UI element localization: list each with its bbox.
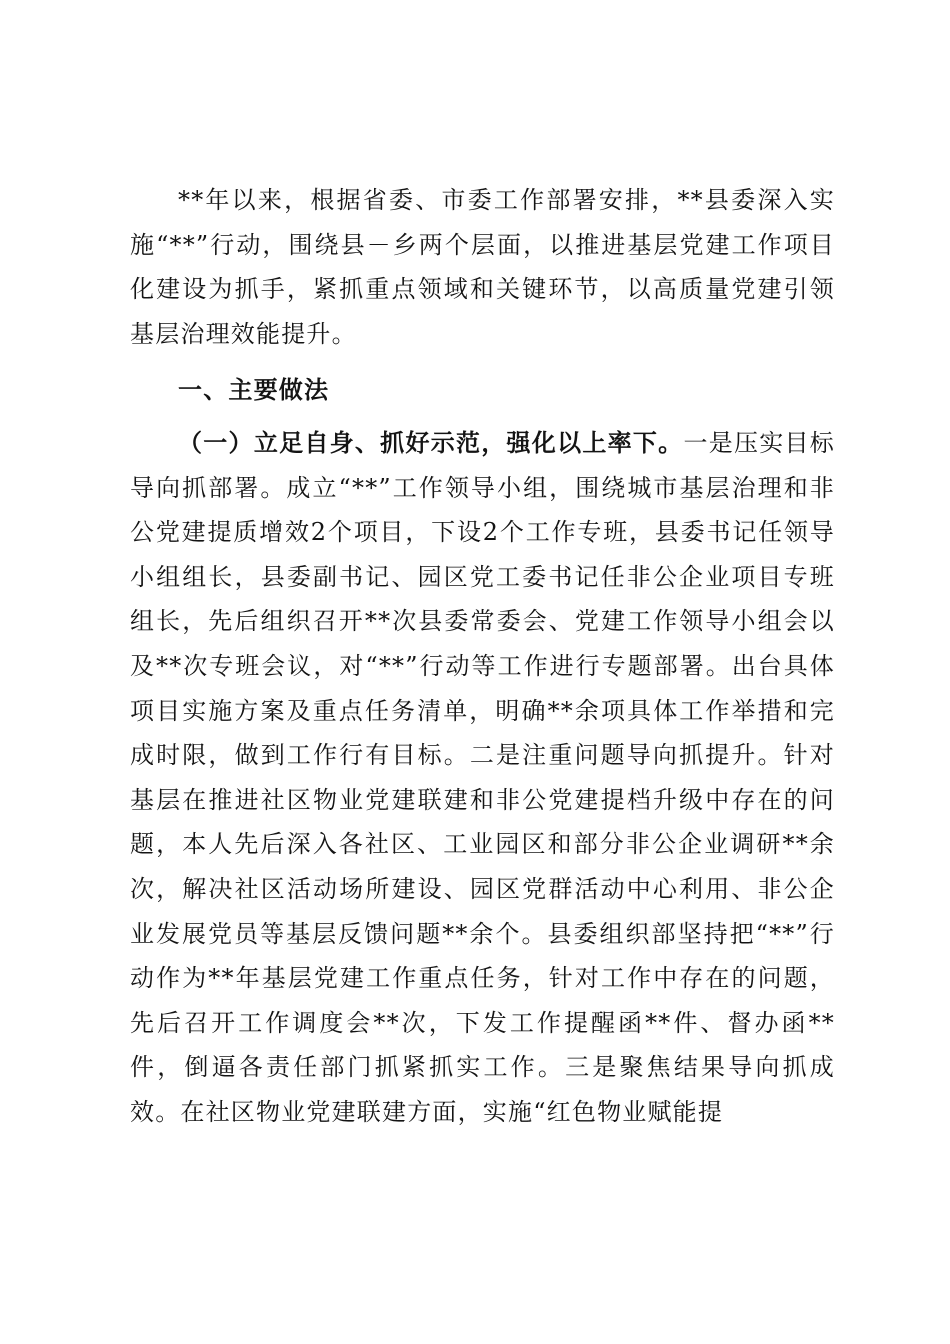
subsection-body: 一是压实目标导向抓部署。成立“**”工作领导小组，围绕城市基层治理和非公党建提质增效2个项目，下设2个工作专班，县委书记任领导小组组长，县委副书记、园区党工委书记任非公企业项目专班组长，先后组织召开**次县委常委会、党建工作领导小组会以及**次专班会议，对“**”行动等工作进行专题部署。出台具体项目实施方案及重点任务清单，明确**余项具体工作举措和完成时限，做到工作行有目标。二是注重问题导向抓提升。针对基层在推进社区物业党建联建和非公党建提档升级中存在的问题，本人先后深入各社区、工业园区和部分非公企业调研**余次，解决社区活动场所建设、园区党群活动中心利用、非公企业发展党员等基层反馈问题**余个。县委组织部坚持把“**”行动作为**年基层党建工作重点任务，针对工作中存在的问题，先后召开工作调度会**次，下发工作提醒函**件、督办函**件，倒逼各责任部门抓紧抓实工作。三是聚焦结果导向抓成效。在社区物业党建联建方面，实施“红色物业赋能提 <box>130 428 835 1126</box>
intro-paragraph: **年以来，根据省委、市委工作部署安排，**县委深入实施“**”行动，围绕县－乡两个层面，以推进基层党建工作项目化建设为抓手，紧抓重点领域和关键环节，以高质量党建引领基层治理效能提升。 <box>130 186 835 348</box>
subsection-paragraph <box>130 421 835 1135</box>
subsection-heading: （一）立足自身、抓好示范，强化以上率下。 <box>178 427 684 457</box>
section-heading: 一、主要做法 <box>178 375 330 405</box>
paragraph-spacer <box>130 356 835 368</box>
document-body <box>130 178 835 1134</box>
paragraph-spacer <box>130 413 835 421</box>
